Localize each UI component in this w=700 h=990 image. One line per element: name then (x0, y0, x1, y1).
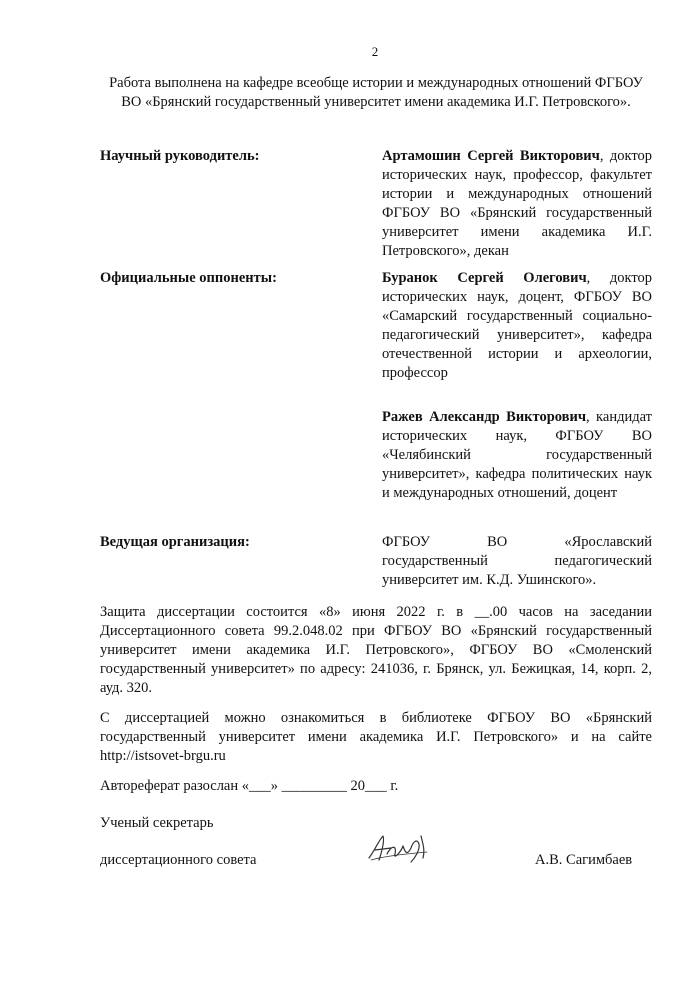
supervisor-name: Артамошин Сергей Викторович (382, 148, 600, 164)
distributed-line: Автореферат разослан «___» _________ 20___ г. (100, 778, 399, 794)
signature-icon (365, 830, 435, 866)
opponent-block-1 (382, 269, 652, 383)
page-number: 2 (371, 44, 379, 59)
header-text: Работа выполнена на кафедре всеобще истории и международных отношений ФГБОУ ВО «Брянский государственный университет имени академика И.Г. Петровского». (109, 75, 643, 110)
secretary-name: А.В. Сагимбаев (535, 852, 633, 868)
leading-org-text: ФГБОУ ВО «Ярославский государственный педагогический университет им. К.Д. Ушинского». (382, 534, 652, 588)
supervisor-label: Научный руководитель: (100, 148, 260, 164)
opponent-details-1: , доктор исторических наук, доцент, ФГБОУ ВО «Самарский государственный социально-педагогический университет», кафедра отечественной истории и археологии, профессор (382, 270, 652, 381)
opponent-name-1: Буранок Сергей Олегович (382, 270, 587, 286)
opponent-details-2: , кандидат исторических наук, ФГБОУ ВО «Челябинский государственный университет», кафедра политических наук и международных отношений, доцент (382, 409, 652, 501)
secretary-title-line2: диссертационного совета (100, 852, 257, 868)
secretary-title-line1: Ученый секретарь (100, 815, 214, 831)
opponents-label: Официальные оппоненты: (100, 270, 277, 286)
opponent-name-2: Ражев Александр Викторович (382, 409, 587, 425)
supervisor-block (382, 147, 652, 261)
opponent-block-2 (382, 408, 652, 503)
supervisor-details: , доктор исторических наук, профессор, факультет истории и международных отношений ФГБОУ ВО «Брянский государственный университет имени академика И.Г. Петровского», декан (382, 148, 652, 259)
library-paragraph: С диссертацией можно ознакомиться в библиотеке ФГБОУ ВО «Брянский государственный университет имени академика И.Г. Петровского» и на сайте http://istsovet-brgu.ru (100, 710, 652, 764)
defense-paragraph: Защита диссертации состоится «8» июня 2022 г. в __.00 часов на заседании Диссертационного совета 99.2.048.02 при ФГБОУ ВО «Брянский государственный университет имени академика И.Г. Петровского», ФГБОУ ВО «Смоленский государственный университет» по адресу: 241036, г. Брянск, ул. Бежицкая, 14, корп. 2, ауд. 320. (100, 604, 652, 696)
leading-org-label: Ведущая организация: (100, 534, 250, 550)
